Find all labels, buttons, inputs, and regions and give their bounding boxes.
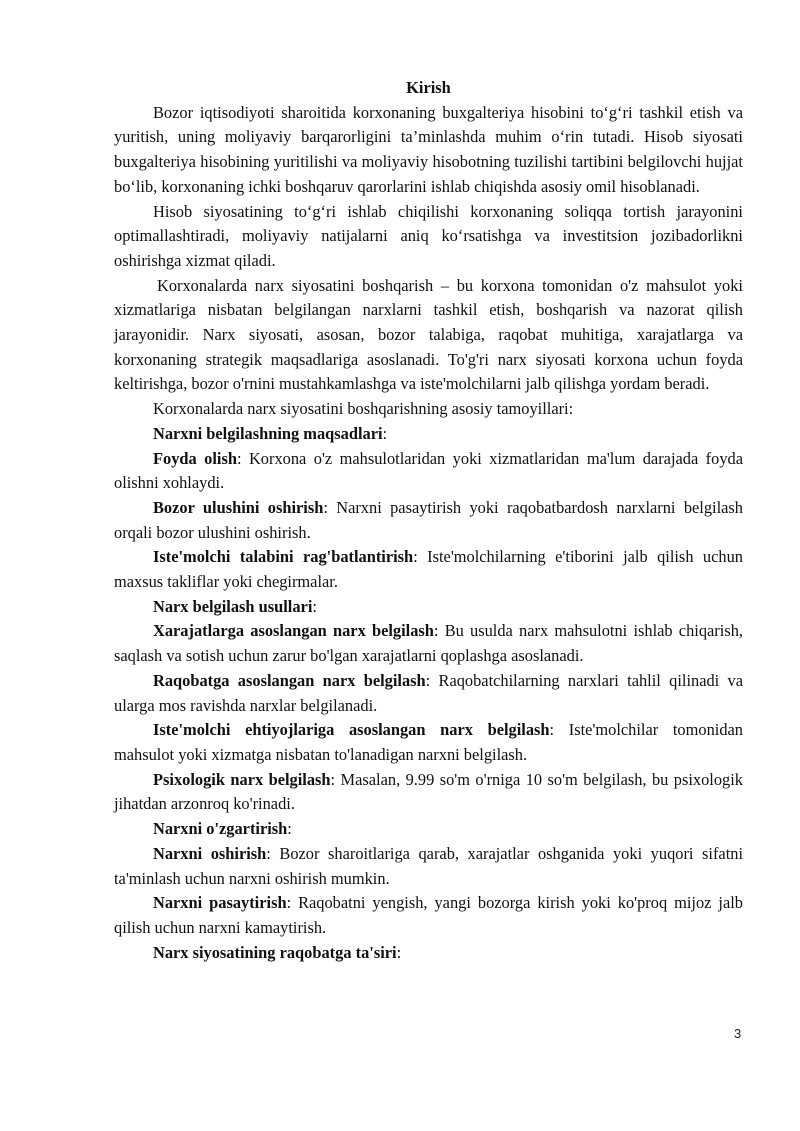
list-item — [114, 768, 743, 817]
item-text: : Korxona o'z mahsulotlaridan yoki xizmatlaridan ma'lum darajada foyda olishni xohlaydi. — [114, 448, 744, 493]
item-term: Foyda olish — [153, 448, 237, 468]
list-item — [114, 447, 743, 496]
list-item — [114, 619, 743, 668]
item-term: Iste'molchi talabini rag'batlantirish — [153, 547, 414, 567]
item-term: Psixologik narx belgilash — [153, 769, 331, 789]
item-text: : Raqobatchilarning narxlari tahlil qilinadi va ularga mos ravishda narxlar belgilanadi. — [114, 670, 743, 715]
list-item — [114, 545, 743, 594]
item-term: Narxni pasaytirish — [153, 893, 287, 913]
list-item — [114, 891, 743, 940]
section-heading-text: Narxni belgilashning maqsadlari — [153, 423, 383, 443]
section-heading-text: Narxni o'zgartirish — [153, 819, 288, 839]
item-term: Iste'molchi ehtiyojlariga asoslangan narx belgilash — [153, 720, 550, 740]
item-text: : Raqobatni yengish, yangi bozorga kirish yoki ko'proq mijoz jalb qilish uchun narxni kamaytirish. — [114, 893, 743, 937]
heading-colon: : — [312, 596, 317, 616]
section-heading-text: Narx siyosatining raqobatga ta'siri — [153, 942, 397, 962]
item-term: Bozor ulushini oshirish — [153, 497, 324, 517]
list-item — [114, 496, 743, 545]
item-text: : Narxni pasaytirish yoki raqobatbardosh narxlarni belgilash orqali bozor ulushini oshirish. — [114, 497, 744, 542]
intro-paragraph: Korxonalarda narx siyosatini boshqarishning asosiy tamoyillari: — [153, 399, 574, 419]
page-number: 3 — [734, 1026, 742, 1041]
list-item — [114, 842, 743, 891]
item-text: : Bozor sharoitlariga qarab, xarajatlar oshganida yoki yuqori sifatni ta'minlash uchun narxni oshirish mumkin. — [114, 843, 743, 888]
section-heading — [114, 941, 743, 966]
page-title: Kirish — [406, 78, 451, 97]
item-text: : Masalan, 9.99 so'm o'rniga 10 so'm belgilash, bu psixologik jihatdan arzonroq ko'rinadi. — [114, 769, 743, 814]
intro-paragraph: Hisob siyosatining to‘g‘ri ishlab chiqilishi korxonaning soliqqa tortish jarayonini optimallashtiradi, moliyaviy natijalarni aniq ko‘rsatishga va investitsion jozibadorlikni oshirishga xizmat qiladi. — [114, 201, 743, 270]
intro-paragraph: Korxonalarda narx siyosatini boshqarish – bu korxona tomonidan o'z mahsulot yoki xizmatlariga nisbatan belgilangan narxlarni tashkil etish, boshqarish va nazorat qilish jarayonidir. Narx siyosati, asosan, bozor talabiga, raqobat muhitiga, xarajatlarga va korxonaning strategik maqsadlariga asoslanadi. To'g'ri narx siyosati korxona uchun foyda keltirishga, bozor o'rnini mustahkamlashga va iste'molchilarni jalb qilishga yordam beradi. — [114, 275, 743, 394]
item-text: : Iste'molchilar tomonidan mahsulot yoki xizmatga nisbatan to'lanadigan narxni belgilash. — [114, 720, 743, 764]
intro-paragraph: Bozor iqtisodiyoti sharoitida korxonaning buxgalteriya hisobini to‘g‘ri tashkil etish va yuritish, uning moliyaviy barqarorligini ta’minlashda muhim o‘rin tutadi. Hisob siyosati buxgalteriya hisobining yuritilishi va moliyaviy hisobotning tuzilishi tartibini belgilovchi hujjat bo‘lib, korxonaning ichki boshqaruv qarorlarini ishlab chiqishda asosiy omil hisoblanadi. — [114, 102, 743, 196]
section-heading — [114, 595, 743, 620]
item-text: : Iste'molchilarning e'tiborini jalb qilish uchun maxsus takliflar yoki chegirmalar. — [114, 547, 743, 592]
item-term: Narxni oshirish — [153, 843, 267, 863]
heading-colon: : — [287, 819, 292, 839]
heading-colon: : — [396, 942, 402, 962]
section-heading — [114, 422, 743, 447]
item-term: Xarajatlarga asoslangan narx belgilash — [153, 621, 434, 641]
item-text: : Bu usulda narx mahsulotni ishlab chiqarish, saqlash va sotish uchun zarur bo'lgan xarajatlarni qoplashga asoslanadi. — [114, 621, 743, 666]
list-item — [114, 669, 743, 718]
item-term: Raqobatga asoslangan narx belgilash — [153, 670, 426, 690]
heading-colon: : — [382, 423, 388, 443]
list-item — [114, 718, 743, 767]
section-heading — [114, 817, 743, 842]
section-heading-text: Narx belgilash usullari — [153, 596, 313, 616]
page-content — [114, 76, 743, 965]
